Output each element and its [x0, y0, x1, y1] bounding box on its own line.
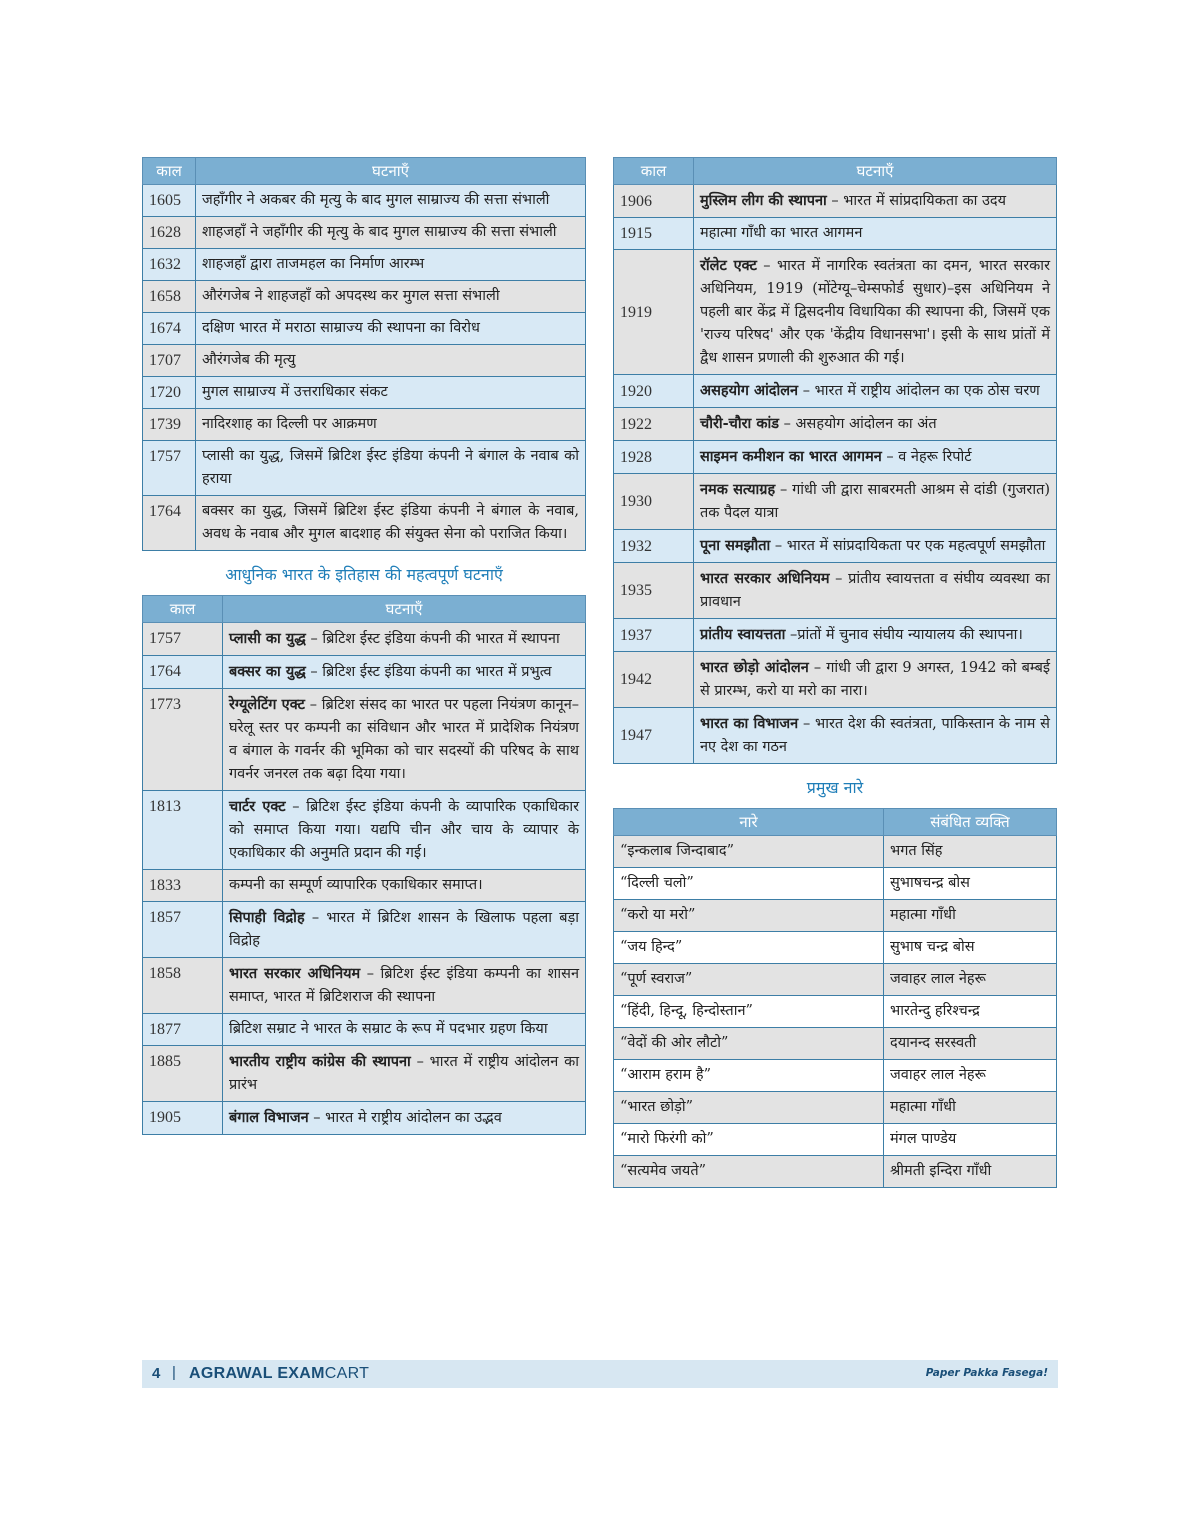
row-event — [196, 496, 586, 551]
row-year: 1605 — [143, 185, 196, 217]
event-title: साइमन कमीशन का भारत आगमन — [700, 448, 882, 465]
slogan-cell: “करो या मरो” — [614, 900, 884, 932]
table-row — [614, 932, 1057, 964]
person-cell: जवाहर लाल नेहरू — [884, 964, 1057, 996]
table-row — [614, 375, 1057, 408]
row-event — [223, 958, 586, 1014]
row-event — [223, 791, 586, 870]
row-year: 1885 — [143, 1046, 223, 1102]
header-period: काल — [143, 158, 196, 185]
table-row — [614, 708, 1057, 764]
event-text: – व नेहरू रिपोर्ट — [881, 449, 972, 465]
table-header-row — [143, 158, 586, 185]
slogan-cell: “आराम हराम है” — [614, 1060, 884, 1092]
table-row — [143, 313, 586, 345]
row-event — [196, 217, 586, 249]
page-footer — [142, 1360, 1058, 1388]
event-text: – प्रांतीय स्वायत्तता व संघीय व्यवस्था का प्रावधान — [700, 571, 1050, 610]
table-header-row — [614, 158, 1057, 185]
header-events: घटनाएँ — [196, 158, 586, 185]
event-text: नादिरशाह का दिल्ली पर आक्रमण — [202, 416, 377, 432]
row-year: 1674 — [143, 313, 196, 345]
slogan-cell: “मारो फिरंगी को” — [614, 1124, 884, 1156]
table-row — [143, 496, 586, 551]
slogan-cell: “जय हिन्द” — [614, 932, 884, 964]
footer-separator: | — [172, 1364, 176, 1381]
row-event — [694, 218, 1057, 250]
table-row — [614, 652, 1057, 708]
brand-logo — [189, 1365, 369, 1383]
table-row — [143, 689, 586, 791]
table-row — [143, 902, 586, 958]
slogan-cell: “भारत छोड़ो” — [614, 1092, 884, 1124]
event-text: प्लासी का युद्ध, जिसमें ब्रिटिश ईस्ट इंडिया कंपनी ने बंगाल के नवाब को हराया — [202, 448, 579, 487]
table-row — [614, 218, 1057, 250]
row-year: 1858 — [143, 958, 223, 1014]
row-year: 1932 — [614, 530, 694, 563]
row-event — [196, 185, 586, 217]
table-row — [614, 530, 1057, 563]
row-year: 1857 — [143, 902, 223, 958]
row-event — [694, 619, 1057, 652]
event-title: बक्सर का युद्ध — [229, 663, 306, 680]
row-year: 1919 — [614, 250, 694, 375]
row-event — [223, 1046, 586, 1102]
event-title: भारत का विभाजन — [700, 715, 799, 732]
row-event — [223, 1014, 586, 1046]
event-title: मुस्लिम लीग की स्थापना — [700, 192, 827, 209]
event-title: भारत सरकार अधिनियम — [700, 570, 830, 587]
event-text: औरंगजेब ने शाहजहाँ को अपदस्थ कर मुगल सत्ता संभाली — [202, 288, 500, 304]
row-event — [223, 1102, 586, 1135]
event-text: कम्पनी का सम्पूर्ण व्यापारिक एकाधिकार समाप्त। — [229, 877, 483, 893]
table-row — [143, 217, 586, 249]
event-text: – ब्रिटिश संसद का भारत पर पहला नियंत्रण कानून–घरेलू स्तर पर कम्पनी का संविधान और भारत में प्रादेशिक नियंत्रण व बंगाल के गवर्नर की भूमिका को चार सदस्यों की परिषद के साथ गवर्नर जनरल तक बढ़ा दिया गया। — [229, 697, 580, 782]
row-year: 1707 — [143, 345, 196, 377]
event-title: असहयोग आंदोलन — [700, 382, 799, 399]
freedom-events-table — [613, 157, 1057, 764]
slogan-cell: “हिंदी, हिन्दू, हिन्दोस्तान” — [614, 996, 884, 1028]
event-title: चौरी-चौरा कांड — [700, 415, 780, 432]
event-text: – गांधी जी द्वारा 9 अगस्त, 1942 को बम्बई से प्रारम्भ, करो या मरो का नारा। — [700, 660, 1050, 699]
row-year: 1764 — [143, 656, 223, 689]
row-year: 1658 — [143, 281, 196, 313]
row-event — [694, 708, 1057, 764]
table-row — [614, 619, 1057, 652]
header-slogan: नारे — [614, 809, 884, 836]
table-row — [614, 1028, 1057, 1060]
page-number: 4 — [152, 1365, 161, 1382]
event-text: जहाँगीर ने अकबर की मृत्यु के बाद मुगल साम्राज्य की सत्ता संभाली — [202, 192, 550, 208]
event-text: शाहजहाँ ने जहाँगीर की मृत्यु के बाद मुगल साम्राज्य की सत्ता संभाली — [202, 224, 557, 240]
row-event — [694, 185, 1057, 218]
header-events: घटनाएँ — [694, 158, 1057, 185]
brand-name-bold: AGRAWAL EXAM — [189, 1365, 325, 1382]
table-row — [614, 1156, 1057, 1188]
person-cell: सुभाषचन्द्र बोस — [884, 868, 1057, 900]
row-year: 1906 — [614, 185, 694, 218]
table-row — [614, 964, 1057, 996]
row-event — [223, 623, 586, 656]
table-row — [614, 996, 1057, 1028]
row-year: 1628 — [143, 217, 196, 249]
row-year: 1833 — [143, 870, 223, 902]
row-event — [196, 345, 586, 377]
table-row — [614, 250, 1057, 375]
event-title: प्लासी का युद्ध — [229, 630, 306, 647]
section-title-modern-india: आधुनिक भारत के इतिहास की महत्वपूर्ण घटनाएँ — [225, 565, 503, 584]
event-title: रॉलेट एक्ट — [700, 257, 757, 274]
event-text: – भारत में नागरिक स्वतंत्रता का दमन, भारत सरकार अधिनियम, 1919 (मोंटेग्यू–चेम्सफोर्ड सुधार)–इस अधिनियम ने पहली बार केंद्र में द्विसदनीय विधायिका की स्थापना की, जिसमें एक 'राज्य परिषद' और एक 'केंद्रीय विधानसभा'। इसी के साथ प्रांतों में द्वैध शासन प्रणाली की शुरुआत की गई। — [700, 258, 1050, 366]
slogan-cell: “वेदों की ओर लौटो” — [614, 1028, 884, 1060]
person-cell: भारतेन्दु हरिश्चन्द्र — [884, 996, 1057, 1028]
table-row — [614, 900, 1057, 932]
row-event — [196, 409, 586, 441]
event-text: – ब्रिटिश ईस्ट इंडिया कंपनी के व्यापारिक एकाधिकार को समाप्त किया गया। यद्यपि चीन और चाय के व्यापार के एकाधिकार की अनुमति प्रदान की गई। — [229, 799, 579, 861]
table-row — [614, 408, 1057, 441]
row-year: 1632 — [143, 249, 196, 281]
row-year: 1757 — [143, 441, 196, 496]
event-title: भारतीय राष्ट्रीय कांग्रेस की स्थापना — [229, 1053, 411, 1070]
row-year: 1720 — [143, 377, 196, 409]
event-text: – ब्रिटिश ईस्ट इंडिया कंपनी की भारत में स्थापना — [305, 631, 560, 647]
event-text: औरंगजेब की मृत्यु — [202, 352, 296, 368]
event-text: ब्रिटिश सम्राट ने भारत के सम्राट के रूप में पदभार ग्रहण किया — [229, 1021, 548, 1037]
row-year: 1947 — [614, 708, 694, 764]
row-event — [223, 902, 586, 958]
event-title: सिपाही विद्रोह — [229, 909, 305, 926]
row-event — [223, 870, 586, 902]
row-year: 1813 — [143, 791, 223, 870]
row-event — [196, 377, 586, 409]
event-title: नमक सत्याग्रह — [700, 481, 776, 498]
row-year: 1928 — [614, 441, 694, 474]
row-year: 1937 — [614, 619, 694, 652]
row-event — [196, 281, 586, 313]
person-cell: महात्मा गाँधी — [884, 900, 1057, 932]
footer-tagline: Paper Pakka Fasega! — [925, 1367, 1048, 1379]
event-text: – भारत में ब्रिटिश शासन के खिलाफ पहला बड़ा विद्रोह — [229, 910, 579, 949]
event-text: – भारत में सांप्रदायिकता का उदय — [826, 193, 1007, 209]
person-cell: जवाहर लाल नेहरू — [884, 1060, 1057, 1092]
event-text: शाहजहाँ द्वारा ताजमहल का निर्माण आरम्भ — [202, 256, 425, 272]
row-event — [694, 441, 1057, 474]
modern-events-table — [142, 595, 586, 1135]
table-row — [614, 563, 1057, 619]
event-text: – ब्रिटिश ईस्ट इंडिया कंपनी का भारत में प्रभुत्व — [305, 664, 552, 680]
table-row — [143, 791, 586, 870]
row-year: 1764 — [143, 496, 196, 551]
event-text: – असहयोग आंदोलन का अंत — [779, 416, 937, 432]
person-cell: भगत सिंह — [884, 836, 1057, 868]
table-row — [143, 441, 586, 496]
event-text: दक्षिण भारत में मराठा साम्राज्य की स्थापना का विरोध — [202, 320, 480, 336]
row-event — [694, 250, 1057, 375]
row-year: 1739 — [143, 409, 196, 441]
event-text: – भारत में सांप्रदायिकता पर एक महत्वपूर्ण समझौता — [770, 538, 1046, 554]
table-row — [614, 1060, 1057, 1092]
person-cell: दयानन्द सरस्वती — [884, 1028, 1057, 1060]
row-year: 1935 — [614, 563, 694, 619]
event-text: बक्सर का युद्ध, जिसमें ब्रिटिश ईस्ट इंडिया कंपनी ने बंगाल के नवाब, अवध के नवाब और मुगल बादशाह की संयुक्त सेना को पराजित किया। — [202, 503, 579, 542]
table-row — [614, 836, 1057, 868]
header-person: संबंधित व्यक्ति — [884, 809, 1057, 836]
table-row — [143, 1014, 586, 1046]
slogan-cell: “इन्कलाब जिन्दाबाद” — [614, 836, 884, 868]
event-text: – भारत में राष्ट्रीय आंदोलन का एक ठोस चरण — [798, 383, 1040, 399]
header-period: काल — [614, 158, 694, 185]
event-text: – ब्रिटिश ईस्ट इंडिया कम्पनी का शासन समाप्त, भारत में ब्रिटिशराज की स्थापना — [229, 966, 579, 1005]
header-events: घटनाएँ — [223, 596, 586, 623]
table-row — [143, 1102, 586, 1135]
event-text: महात्मा गाँधी का भारत आगमन — [700, 225, 863, 241]
table-row — [614, 185, 1057, 218]
person-cell: सुभाष चन्द्र बोस — [884, 932, 1057, 964]
event-title: प्रांतीय स्वायत्तता — [700, 626, 786, 643]
table-row — [143, 656, 586, 689]
row-year: 1877 — [143, 1014, 223, 1046]
row-year: 1922 — [614, 408, 694, 441]
brand-name-light: CART — [324, 1365, 370, 1382]
row-year: 1930 — [614, 474, 694, 530]
event-text: – गांधी जी द्वारा साबरमती आश्रम से दांडी (गुजरात) तक पैदल यात्रा — [700, 482, 1051, 521]
row-year: 1773 — [143, 689, 223, 791]
table-row — [143, 345, 586, 377]
right-column — [613, 157, 1057, 1188]
event-text: – भारत में राष्ट्रीय आंदोलन का प्रारंभ — [229, 1054, 579, 1093]
table-row — [143, 958, 586, 1014]
row-event — [694, 652, 1057, 708]
table-header-row — [143, 596, 586, 623]
mughal-events-table — [142, 157, 586, 551]
table-header-row — [614, 809, 1057, 836]
row-event — [223, 656, 586, 689]
event-title: पूना समझौता — [700, 537, 771, 554]
row-year: 1942 — [614, 652, 694, 708]
slogans-table — [613, 808, 1057, 1188]
event-text: मुगल साम्राज्य में उत्तराधिकार संकट — [202, 384, 388, 400]
event-title: भारत छोड़ो आंदोलन — [700, 659, 809, 676]
section-title-slogans: प्रमुख नारे — [806, 778, 864, 797]
row-year: 1757 — [143, 623, 223, 656]
event-title: चार्टर एक्ट — [229, 798, 286, 815]
person-cell: मंगल पाण्डेय — [884, 1124, 1057, 1156]
event-title: बंगाल विभाजन — [229, 1109, 309, 1126]
row-year: 1905 — [143, 1102, 223, 1135]
row-event — [694, 408, 1057, 441]
row-event — [694, 530, 1057, 563]
table-row — [143, 409, 586, 441]
table-row — [143, 377, 586, 409]
row-year: 1920 — [614, 375, 694, 408]
row-event — [694, 474, 1057, 530]
event-text: – भारत देश की स्वतंत्रता, पाकिस्तान के नाम से नए देश का गठन — [700, 716, 1050, 755]
event-text: – भारत मे राष्ट्रीय आंदोलन का उद्भव — [308, 1110, 502, 1126]
table-row — [614, 474, 1057, 530]
row-event — [694, 375, 1057, 408]
slogan-cell: “सत्यमेव जयते” — [614, 1156, 884, 1188]
slogan-cell: “दिल्ली चलो” — [614, 868, 884, 900]
left-column — [142, 157, 586, 1135]
header-period: काल — [143, 596, 223, 623]
row-year: 1915 — [614, 218, 694, 250]
table-row — [143, 185, 586, 217]
row-event — [196, 441, 586, 496]
row-event — [223, 689, 586, 791]
event-title: रेग्यूलेटिंग एक्ट — [229, 696, 305, 713]
person-cell: श्रीमती इन्दिरा गाँधी — [884, 1156, 1057, 1188]
table-row — [614, 1124, 1057, 1156]
row-event — [196, 313, 586, 345]
table-row — [143, 870, 586, 902]
event-title: भारत सरकार अधिनियम — [229, 965, 361, 982]
table-row — [614, 441, 1057, 474]
row-event — [196, 249, 586, 281]
table-row — [143, 1046, 586, 1102]
person-cell: महात्मा गाँधी — [884, 1092, 1057, 1124]
event-text: –प्रांतों में चुनाव संघीय न्यायालय की स्थापना। — [785, 627, 1023, 643]
table-row — [614, 868, 1057, 900]
table-row — [614, 1092, 1057, 1124]
table-row — [143, 281, 586, 313]
slogan-cell: “पूर्ण स्वराज” — [614, 964, 884, 996]
table-row — [143, 623, 586, 656]
row-event — [694, 563, 1057, 619]
table-row — [143, 249, 586, 281]
